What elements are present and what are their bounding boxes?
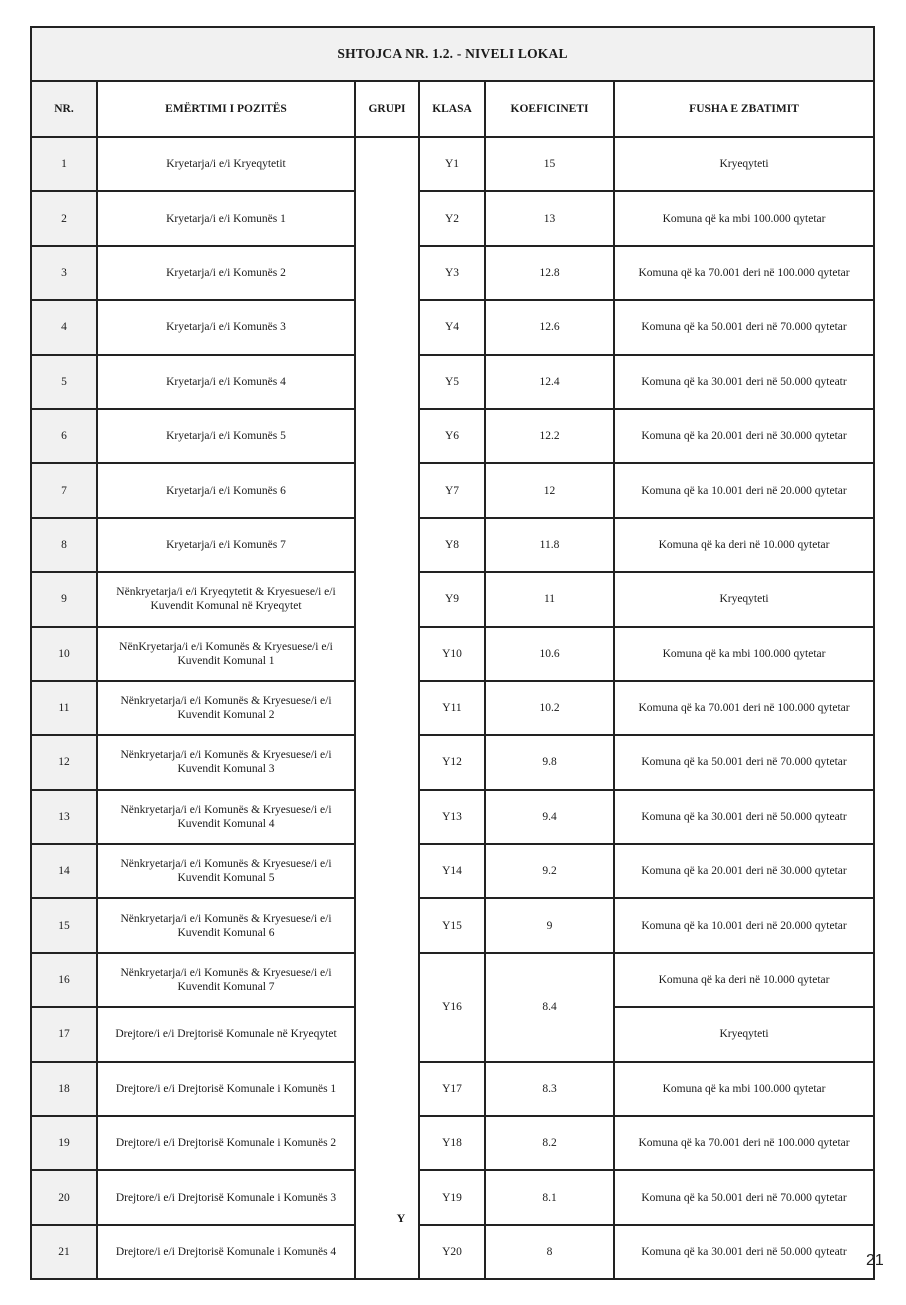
- position-name: Nënkryetarja/i e/i Komunës & Kryesuese/i e/i Kuvendit Komunal 4: [97, 790, 355, 844]
- klasa-cell: Y16: [419, 953, 485, 1062]
- row-number: 14: [31, 844, 97, 898]
- position-name: Drejtore/i e/i Drejtorisë Komunale i Komunës 2: [97, 1116, 355, 1170]
- koeficient-cell: 12: [485, 463, 614, 517]
- header-row: [31, 81, 874, 137]
- grupi-cell: [355, 137, 419, 1279]
- table-row: [31, 844, 874, 898]
- klasa-cell: Y7: [419, 463, 485, 517]
- table-row: [31, 463, 874, 517]
- row-number: 6: [31, 409, 97, 463]
- table-row: [31, 898, 874, 952]
- row-number: 15: [31, 898, 97, 952]
- koeficient-cell: 13: [485, 191, 614, 245]
- position-name: Drejtore/i e/i Drejtorisë Komunale në Kryeqytet: [97, 1007, 355, 1061]
- header-nr: NR.: [31, 81, 97, 137]
- scope-cell: Komuna që ka 30.001 deri në 50.000 qyteatr: [614, 790, 874, 844]
- klasa-cell: Y18: [419, 1116, 485, 1170]
- header-koeficineti: KOEFICINETI: [485, 81, 614, 137]
- row-number: 1: [31, 137, 97, 191]
- koeficient-cell: 9.2: [485, 844, 614, 898]
- scope-cell: Komuna që ka 10.001 deri në 20.000 qytetar: [614, 898, 874, 952]
- table-row: [31, 355, 874, 409]
- position-name: Kryetarja/i e/i Komunës 4: [97, 355, 355, 409]
- koeficient-cell: 9.8: [485, 735, 614, 789]
- table-row: [31, 246, 874, 300]
- scope-cell: Komuna që ka mbi 100.000 qytetar: [614, 627, 874, 681]
- table-row: [31, 627, 874, 681]
- table-row: [31, 735, 874, 789]
- row-number: 2: [31, 191, 97, 245]
- table-row: [31, 191, 874, 245]
- scope-cell: Komuna që ka 50.001 deri në 70.000 qytetar: [614, 735, 874, 789]
- koeficient-cell: 12.2: [485, 409, 614, 463]
- table-row: [31, 1062, 874, 1116]
- header-fusha: FUSHA E ZBATIMIT: [614, 81, 874, 137]
- klasa-cell: Y20: [419, 1225, 485, 1279]
- table-row: [31, 1170, 874, 1224]
- koeficient-cell: 9.4: [485, 790, 614, 844]
- scope-cell: Komuna që ka 20.001 deri në 30.000 qytetar: [614, 409, 874, 463]
- scope-cell: Komuna që ka deri në 10.000 qytetar: [614, 953, 874, 1007]
- position-name: Nënkryetarja/i e/i Kryeqytetit & Kryesuese/i e/i Kuvendit Komunal në Kryeqytet: [97, 572, 355, 626]
- header-grupi: GRUPI: [355, 81, 419, 137]
- table-row: [31, 1116, 874, 1170]
- row-number: 4: [31, 300, 97, 354]
- row-number: 21: [31, 1225, 97, 1279]
- position-name: NënKryetarja/i e/i Komunës & Kryesuese/i e/i Kuvendit Komunal 1: [97, 627, 355, 681]
- table-row: [31, 300, 874, 354]
- table-row: [31, 953, 874, 1007]
- table-row: [31, 790, 874, 844]
- position-name: Nënkryetarja/i e/i Komunës & Kryesuese/i e/i Kuvendit Komunal 2: [97, 681, 355, 735]
- row-number: 9: [31, 572, 97, 626]
- scope-cell: Kryeqyteti: [614, 1007, 874, 1061]
- koeficient-cell: 12.4: [485, 355, 614, 409]
- klasa-cell: Y11: [419, 681, 485, 735]
- position-name: Drejtore/i e/i Drejtorisë Komunale i Komunës 3: [97, 1170, 355, 1224]
- document-page: [30, 26, 873, 1280]
- position-name: Nënkryetarja/i e/i Komunës & Kryesuese/i e/i Kuvendit Komunal 7: [97, 953, 355, 1007]
- klasa-cell: Y3: [419, 246, 485, 300]
- table-row: [31, 572, 874, 626]
- koeficient-cell: 10.6: [485, 627, 614, 681]
- row-number: 18: [31, 1062, 97, 1116]
- klasa-cell: Y15: [419, 898, 485, 952]
- scope-cell: Komuna që ka 50.001 deri në 70.000 qytetar: [614, 300, 874, 354]
- position-name: Kryetarja/i e/i Komunës 5: [97, 409, 355, 463]
- scope-cell: Komuna që ka 30.001 deri në 50.000 qyteatr: [614, 355, 874, 409]
- position-name: Nënkryetarja/i e/i Komunës & Kryesuese/i e/i Kuvendit Komunal 5: [97, 844, 355, 898]
- row-number: 8: [31, 518, 97, 572]
- koeficient-cell: 8.1: [485, 1170, 614, 1224]
- klasa-cell: Y1: [419, 137, 485, 191]
- position-name: Kryetarja/i e/i Komunës 6: [97, 463, 355, 517]
- row-number: 17: [31, 1007, 97, 1061]
- scope-cell: Komuna që ka deri në 10.000 qytetar: [614, 518, 874, 572]
- row-number: 7: [31, 463, 97, 517]
- scope-cell: Komuna që ka 70.001 deri në 100.000 qytetar: [614, 681, 874, 735]
- klasa-cell: Y17: [419, 1062, 485, 1116]
- positions-table: [30, 26, 875, 1280]
- koeficient-cell: 12.8: [485, 246, 614, 300]
- scope-cell: Komuna që ka mbi 100.000 qytetar: [614, 1062, 874, 1116]
- table-title: SHTOJCA NR. 1.2. - NIVELI LOKAL: [31, 27, 874, 81]
- scope-cell: Komuna që ka 50.001 deri në 70.000 qytetar: [614, 1170, 874, 1224]
- row-number: 11: [31, 681, 97, 735]
- koeficient-cell: 10.2: [485, 681, 614, 735]
- koeficient-cell: 8.4: [485, 953, 614, 1062]
- header-klasa: KLASA: [419, 81, 485, 137]
- row-number: 10: [31, 627, 97, 681]
- koeficient-cell: 15: [485, 137, 614, 191]
- row-number: 19: [31, 1116, 97, 1170]
- klasa-cell: Y12: [419, 735, 485, 789]
- scope-cell: Komuna që ka 70.001 deri në 100.000 qytetar: [614, 1116, 874, 1170]
- scope-cell: Komuna që ka 70.001 deri në 100.000 qytetar: [614, 246, 874, 300]
- position-name: Nënkryetarja/i e/i Komunës & Kryesuese/i e/i Kuvendit Komunal 3: [97, 735, 355, 789]
- klasa-cell: Y13: [419, 790, 485, 844]
- koeficient-cell: 11.8: [485, 518, 614, 572]
- table-row: [31, 1225, 874, 1279]
- scope-cell: Komuna që ka 30.001 deri në 50.000 qyteatr: [614, 1225, 874, 1279]
- scope-cell: Komuna që ka 10.001 deri në 20.000 qytetar: [614, 463, 874, 517]
- koeficient-cell: 8: [485, 1225, 614, 1279]
- klasa-cell: Y9: [419, 572, 485, 626]
- position-name: Drejtore/i e/i Drejtorisë Komunale i Komunës 4: [97, 1225, 355, 1279]
- table-row: [31, 518, 874, 572]
- klasa-cell: Y14: [419, 844, 485, 898]
- position-name: Kryetarja/i e/i Komunës 2: [97, 246, 355, 300]
- grupi-value: Y: [396, 1211, 406, 1225]
- table-row: [31, 137, 874, 191]
- row-number: 13: [31, 790, 97, 844]
- row-number: 20: [31, 1170, 97, 1224]
- koeficient-cell: 9: [485, 898, 614, 952]
- row-number: 5: [31, 355, 97, 409]
- position-name: Nënkryetarja/i e/i Komunës & Kryesuese/i e/i Kuvendit Komunal 6: [97, 898, 355, 952]
- scope-cell: Kryeqyteti: [614, 137, 874, 191]
- scope-cell: Kryeqyteti: [614, 572, 874, 626]
- row-number: 12: [31, 735, 97, 789]
- position-name: Kryetarja/i e/i Kryeqytetit: [97, 137, 355, 191]
- position-name: Kryetarja/i e/i Komunës 1: [97, 191, 355, 245]
- position-name: Kryetarja/i e/i Komunës 3: [97, 300, 355, 354]
- klasa-cell: Y2: [419, 191, 485, 245]
- table-row: [31, 681, 874, 735]
- table-row: [31, 409, 874, 463]
- koeficient-cell: 8.2: [485, 1116, 614, 1170]
- position-name: Drejtore/i e/i Drejtorisë Komunale i Komunës 1: [97, 1062, 355, 1116]
- page-number: 21: [866, 1252, 884, 1269]
- row-number: 3: [31, 246, 97, 300]
- koeficient-cell: 12.6: [485, 300, 614, 354]
- klasa-cell: Y8: [419, 518, 485, 572]
- scope-cell: Komuna që ka mbi 100.000 qytetar: [614, 191, 874, 245]
- klasa-cell: Y5: [419, 355, 485, 409]
- koeficient-cell: 11: [485, 572, 614, 626]
- row-number: 16: [31, 953, 97, 1007]
- klasa-cell: Y10: [419, 627, 485, 681]
- header-emertimi: EMËRTIMI I POZITËS: [97, 81, 355, 137]
- position-name: Kryetarja/i e/i Komunës 7: [97, 518, 355, 572]
- scope-cell: Komuna që ka 20.001 deri në 30.000 qytetar: [614, 844, 874, 898]
- klasa-cell: Y19: [419, 1170, 485, 1224]
- klasa-cell: Y4: [419, 300, 485, 354]
- koeficient-cell: 8.3: [485, 1062, 614, 1116]
- klasa-cell: Y6: [419, 409, 485, 463]
